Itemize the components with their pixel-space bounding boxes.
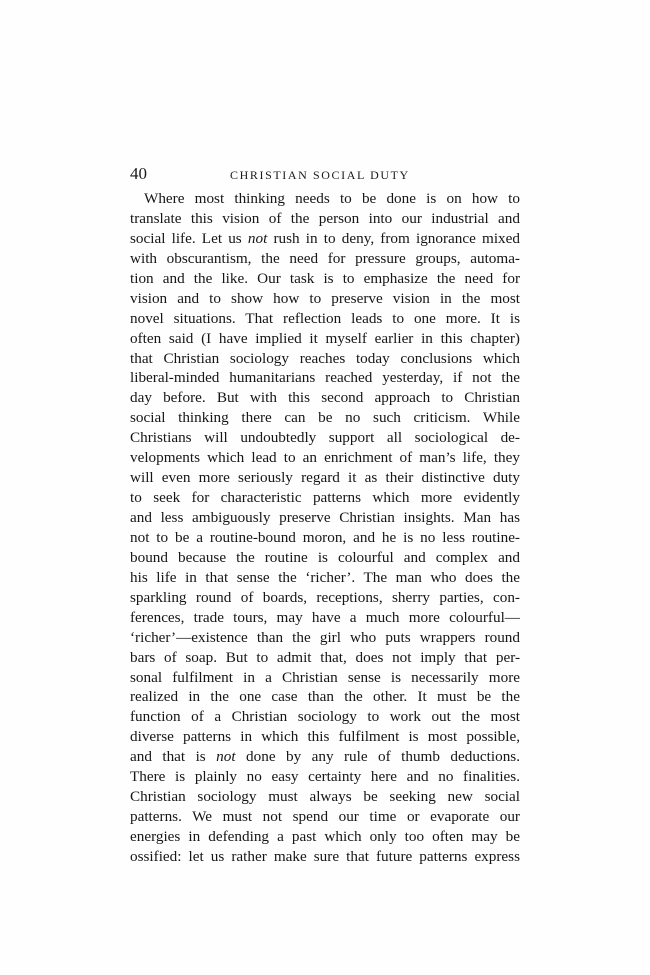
text-line: [130, 388, 520, 408]
text-run: sonal fulfilment in a Christian sense is necessarily more: [130, 668, 520, 686]
text-line: [130, 249, 520, 269]
text-run: not to be a routine-bound moron, and he is no less routine-: [130, 528, 520, 546]
text-line: [130, 269, 520, 289]
text-run: ossified: let us rather make sure that future patterns express: [130, 847, 520, 865]
text-line: [130, 608, 520, 628]
text-run: ‘richer’—existence than the girl who puts wrappers round: [130, 628, 520, 646]
text-line: [130, 209, 520, 229]
text-line: [130, 807, 520, 827]
text-line: [130, 648, 520, 668]
body-paragraph: [130, 189, 520, 867]
text-line: [130, 827, 520, 847]
text-run: function of a Christian sociology to work out the most: [130, 708, 520, 726]
running-head: [130, 164, 520, 184]
text-line: [130, 408, 520, 428]
text-line: [130, 289, 520, 309]
text-run: Christian sociology must always be seeking new social: [130, 788, 520, 806]
text-line: [130, 548, 520, 568]
text-run: liberal-minded humanitarians reached yesterday, if not the: [130, 369, 520, 387]
text-run: with obscurantism, the need for pressure groups, automa-: [130, 249, 520, 267]
text-line: [130, 229, 520, 249]
text-run: done by any rule of thumb deductions.: [235, 748, 521, 766]
text-run: patterns. We must not spend our time or evaporate our: [130, 808, 520, 826]
text-line: [130, 687, 520, 707]
text-run: his life in that sense the ‘richer’. The man who does the: [130, 568, 520, 586]
text-line: [130, 787, 520, 807]
text-run: Where most thinking needs to be done is on how to: [144, 190, 520, 207]
text-line: [130, 309, 520, 329]
text-run: will even more seriously regard it as their distinctive duty: [130, 469, 520, 487]
text-line: [130, 747, 520, 767]
page-number: 40: [130, 164, 147, 183]
text-run: sparkling round of boards, receptions, sherry parties, con-: [130, 588, 520, 606]
text-line: [130, 588, 520, 608]
text-run: bound because the routine is colourful and complex and: [130, 548, 520, 566]
text-line: [130, 568, 520, 588]
text-line: [130, 727, 520, 747]
text-line: [130, 628, 520, 648]
text-run: often said (I have implied it myself earlier in this chapter): [130, 329, 520, 347]
text-run: bars of soap. But to admit that, does not imply that per-: [130, 648, 520, 666]
text-line: [130, 488, 520, 508]
text-run: and less ambiguously preserve Christian insights. Man has: [130, 509, 520, 526]
text-run: tion and the like. Our task is to emphasize the need for: [130, 269, 520, 287]
text-run: diverse patterns in which this fulfilment is most possible,: [130, 728, 520, 746]
text-run: realized in the one case than the other. It must be the: [130, 688, 520, 706]
text-run: velopments which lead to an enrichment of man’s life, they: [130, 449, 520, 467]
text-run: rush in to deny, from ignorance mixed: [267, 229, 520, 247]
text-run: ferences, trade tours, may have a much more colourful—: [130, 608, 520, 626]
text-run: and that is: [130, 748, 217, 766]
text-run: vision and to show how to preserve vision in the most: [130, 289, 520, 307]
text-line: [130, 707, 520, 727]
text-run: Christians will undoubtedly support all sociological de-: [130, 429, 520, 447]
text-line: [130, 189, 520, 209]
text-run: social thinking there can be no such criticism. While: [130, 409, 520, 427]
text-run: translate this vision of the person into our industrial and: [130, 209, 520, 227]
text-run: There is plainly no easy certainty here and no finalities.: [130, 768, 520, 786]
text-line: [130, 508, 520, 528]
emphasis: not: [247, 229, 268, 247]
text-line: [130, 528, 520, 548]
text-run: day before. But with this second approach to Christian: [130, 389, 520, 407]
text-line: [130, 349, 520, 369]
text-run: novel situations. That reflection leads to one more. It is: [130, 309, 520, 327]
text-line: [130, 767, 520, 787]
text-run: social life. Let us: [130, 229, 248, 247]
text-line: [130, 448, 520, 468]
text-line: [130, 428, 520, 448]
text-line: [130, 847, 520, 867]
text-line: [130, 329, 520, 349]
text-run: energies in defending a past which only too often may be: [130, 828, 520, 845]
text-line: [130, 368, 520, 388]
emphasis: not: [216, 748, 236, 766]
running-title: CHRISTIAN SOCIAL DUTY: [230, 168, 410, 182]
text-line: [130, 668, 520, 688]
text-run: that Christian sociology reaches today conclusions which: [130, 349, 520, 367]
text-run: to seek for characteristic patterns which more evidently: [130, 489, 520, 507]
text-line: [130, 468, 520, 488]
